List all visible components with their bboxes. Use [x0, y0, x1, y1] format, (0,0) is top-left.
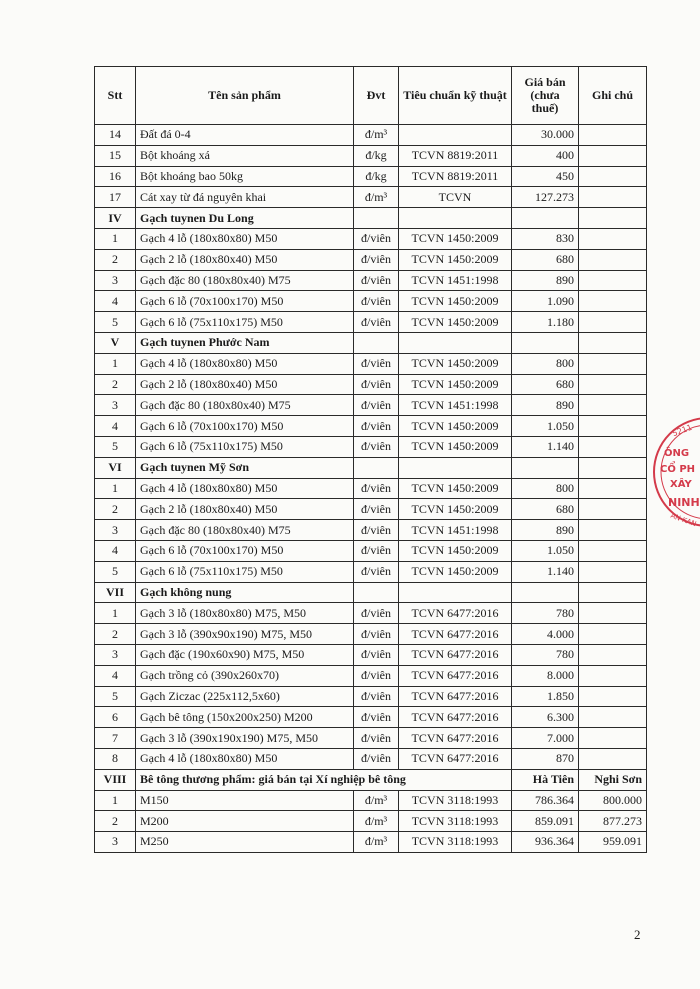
table-row [95, 436, 647, 457]
cell-stt: 1 [95, 353, 136, 374]
cell-stt: 5 [95, 312, 136, 333]
cell-price: 8.000 [512, 665, 579, 686]
cell-unit: đ/viên [354, 707, 399, 728]
cell-price: 127.273 [512, 187, 579, 208]
cell-standard: TCVN 1450:2009 [399, 374, 512, 395]
cell-note [579, 686, 647, 707]
cell-note: 959.091 [579, 832, 647, 853]
cell-standard: TCVN 6477:2016 [399, 624, 512, 645]
table-row [95, 270, 647, 291]
cell-note [579, 395, 647, 416]
cell-price: 1.050 [512, 540, 579, 561]
table-row [95, 166, 647, 187]
cell-unit: đ/m³ [354, 832, 399, 853]
cell-standard: TCVN 6477:2016 [399, 686, 512, 707]
cell-section-name: Gạch tuynen Du Long [136, 208, 354, 229]
cell-stt: 1 [95, 478, 136, 499]
section-row [95, 457, 647, 478]
company-stamp [650, 412, 700, 532]
table-row [95, 291, 647, 312]
cell-standard: TCVN 3118:1993 [399, 811, 512, 832]
table-row [95, 686, 647, 707]
page-number: 2 [634, 927, 641, 942]
cell-stt: VI [95, 457, 136, 478]
cell-note [579, 520, 647, 541]
cell-stt: 3 [95, 644, 136, 665]
stamp-line: 5211 [671, 422, 694, 439]
cell-unit: đ/viên [354, 478, 399, 499]
cell-standard [399, 208, 512, 229]
cell-product-name: M150 [136, 790, 354, 811]
cell-product-name: Gạch 2 lỗ (180x80x40) M50 [136, 499, 354, 520]
table-row [95, 540, 647, 561]
cell-price [512, 208, 579, 229]
cell-stt: 17 [95, 187, 136, 208]
cell-standard: TCVN 6477:2016 [399, 748, 512, 769]
table-row [95, 478, 647, 499]
cell-unit: đ/viên [354, 353, 399, 374]
price-table [94, 66, 647, 853]
cell-product-name: Gạch 4 lỗ (180x80x80) M50 [136, 748, 354, 769]
cell-unit: đ/viên [354, 603, 399, 624]
cell-product-name: Gạch 6 lỗ (75x110x175) M50 [136, 436, 354, 457]
table-row [95, 520, 647, 541]
cell-standard: TCVN 3118:1993 [399, 790, 512, 811]
cell-standard: TCVN 1450:2009 [399, 312, 512, 333]
cell-unit: đ/kg [354, 145, 399, 166]
section-row [95, 332, 647, 353]
cell-standard: TCVN 1450:2009 [399, 561, 512, 582]
cell-unit: đ/viên [354, 540, 399, 561]
cell-price: 859.091 [512, 811, 579, 832]
cell-price: 450 [512, 166, 579, 187]
cell-stt: 3 [95, 395, 136, 416]
cell-section-name: Bê tông thương phẩm: giá bán tại Xí nghiệp bê tông [136, 769, 512, 790]
cell-note [579, 499, 647, 520]
cell-unit: đ/viên [354, 728, 399, 749]
cell-price: 6.300 [512, 707, 579, 728]
table-header-row [95, 67, 647, 125]
cell-standard: TCVN 1450:2009 [399, 416, 512, 437]
cell-unit: đ/kg [354, 166, 399, 187]
cell-product-name: Gạch trồng cỏ (390x260x70) [136, 665, 354, 686]
stamp-line: CỔ PH [660, 464, 696, 475]
cell-unit: đ/viên [354, 395, 399, 416]
table-row [95, 145, 647, 166]
cell-note: 800.000 [579, 790, 647, 811]
section-row [95, 582, 647, 603]
cell-standard: TCVN 1451:1998 [399, 395, 512, 416]
cell-note [579, 187, 647, 208]
cell-standard: TCVN 6477:2016 [399, 707, 512, 728]
cell-standard: TCVN 6477:2016 [399, 728, 512, 749]
table-row [95, 603, 647, 624]
cell-unit: đ/viên [354, 686, 399, 707]
cell-standard: TCVN 1450:2009 [399, 228, 512, 249]
stamp-line: XÂY [670, 479, 692, 490]
cell-standard: TCVN 3118:1993 [399, 832, 512, 853]
cell-price: 1.140 [512, 561, 579, 582]
table-row [95, 811, 647, 832]
stamp-line: NINH [668, 496, 700, 509]
table-row [95, 790, 647, 811]
cell-stt: 1 [95, 228, 136, 249]
cell-note [579, 728, 647, 749]
cell-unit: đ/viên [354, 291, 399, 312]
cell-price: 780 [512, 603, 579, 624]
cell-product-name: Gạch 3 lỗ (180x80x80) M75, M50 [136, 603, 354, 624]
cell-product-name: Gạch 3 lỗ (390x190x190) M75, M50 [136, 728, 354, 749]
cell-standard: TCVN 6477:2016 [399, 644, 512, 665]
cell-note [579, 624, 647, 645]
cell-price: 680 [512, 249, 579, 270]
cell-stt: V [95, 332, 136, 353]
cell-price: 680 [512, 499, 579, 520]
cell-product-name: Gạch đặc 80 (180x80x40) M75 [136, 520, 354, 541]
cell-standard: TCVN 1450:2009 [399, 499, 512, 520]
cell-standard: TCVN 1450:2009 [399, 249, 512, 270]
cell-product-name: Gạch 3 lỗ (390x90x190) M75, M50 [136, 624, 354, 645]
cell-stt: 4 [95, 291, 136, 312]
cell-standard: TCVN 8819:2011 [399, 145, 512, 166]
header-standard: Tiêu chuẩn kỹ thuật [399, 67, 512, 125]
cell-product-name: Gạch bê tông (150x200x250) M200 [136, 707, 354, 728]
cell-note: 877.273 [579, 811, 647, 832]
cell-price: 1.180 [512, 312, 579, 333]
cell-note [579, 312, 647, 333]
section-row [95, 769, 647, 790]
cell-stt: 4 [95, 416, 136, 437]
cell-price: 830 [512, 228, 579, 249]
table-body [95, 125, 647, 853]
cell-price: 1.140 [512, 436, 579, 457]
cell-unit: đ/viên [354, 499, 399, 520]
cell-product-name: M200 [136, 811, 354, 832]
cell-note [579, 707, 647, 728]
cell-standard: TCVN 1451:1998 [399, 520, 512, 541]
cell-stt: 8 [95, 748, 136, 769]
cell-note [579, 582, 647, 603]
cell-product-name: M250 [136, 832, 354, 853]
cell-note: Nghi Sơn [579, 769, 647, 790]
cell-price: 4.000 [512, 624, 579, 645]
cell-unit: đ/viên [354, 644, 399, 665]
cell-note [579, 665, 647, 686]
cell-stt: 7 [95, 728, 136, 749]
cell-note [579, 270, 647, 291]
cell-unit: đ/viên [354, 624, 399, 645]
cell-price: 890 [512, 395, 579, 416]
cell-note [579, 436, 647, 457]
table-row [95, 624, 647, 645]
cell-note [579, 478, 647, 499]
cell-price: 1.850 [512, 686, 579, 707]
section-row [95, 208, 647, 229]
header-note: Ghi chú [579, 67, 647, 125]
cell-standard [399, 125, 512, 146]
cell-standard: TCVN 1450:2009 [399, 353, 512, 374]
cell-note [579, 166, 647, 187]
header-unit: Đvt [354, 67, 399, 125]
table-row [95, 499, 647, 520]
cell-standard: TCVN 1450:2009 [399, 291, 512, 312]
cell-product-name: Bột khoáng bao 50kg [136, 166, 354, 187]
cell-stt: 5 [95, 686, 136, 707]
cell-unit: đ/viên [354, 520, 399, 541]
cell-product-name: Đất đá 0-4 [136, 125, 354, 146]
cell-standard [399, 332, 512, 353]
table-row [95, 374, 647, 395]
cell-stt: 16 [95, 166, 136, 187]
cell-stt: 2 [95, 811, 136, 832]
cell-product-name: Gạch 6 lỗ (70x100x170) M50 [136, 416, 354, 437]
cell-note [579, 228, 647, 249]
cell-note [579, 457, 647, 478]
cell-stt: 2 [95, 499, 136, 520]
cell-unit: đ/viên [354, 561, 399, 582]
table-row [95, 707, 647, 728]
cell-price: 780 [512, 644, 579, 665]
table-row [95, 561, 647, 582]
cell-unit: đ/viên [354, 374, 399, 395]
cell-unit: đ/m³ [354, 187, 399, 208]
cell-product-name: Gạch đặc 80 (180x80x40) M75 [136, 395, 354, 416]
cell-product-name: Gạch 2 lỗ (180x80x40) M50 [136, 374, 354, 395]
cell-price: 30.000 [512, 125, 579, 146]
stamp-line: AN KAN [669, 511, 698, 529]
cell-standard: TCVN 1451:1998 [399, 270, 512, 291]
cell-standard [399, 582, 512, 603]
cell-stt: 15 [95, 145, 136, 166]
table-row [95, 312, 647, 333]
cell-unit: đ/m³ [354, 811, 399, 832]
cell-price [512, 332, 579, 353]
cell-note [579, 416, 647, 437]
header-price: Giá bán (chưa thuế) [512, 67, 579, 125]
table-row [95, 728, 647, 749]
cell-stt: 6 [95, 707, 136, 728]
cell-product-name: Gạch 6 lỗ (70x100x170) M50 [136, 291, 354, 312]
cell-unit: đ/viên [354, 228, 399, 249]
cell-product-name: Gạch 6 lỗ (75x110x175) M50 [136, 312, 354, 333]
cell-standard: TCVN 6477:2016 [399, 603, 512, 624]
cell-unit: đ/m³ [354, 125, 399, 146]
cell-note [579, 603, 647, 624]
cell-unit: đ/m³ [354, 790, 399, 811]
cell-stt: IV [95, 208, 136, 229]
cell-unit: đ/viên [354, 270, 399, 291]
cell-stt: 3 [95, 832, 136, 853]
cell-product-name: Gạch 4 lỗ (180x80x80) M50 [136, 228, 354, 249]
cell-unit: đ/viên [354, 312, 399, 333]
cell-note [579, 644, 647, 665]
cell-note [579, 208, 647, 229]
cell-price: 786.364 [512, 790, 579, 811]
cell-note [579, 249, 647, 270]
cell-stt: 1 [95, 790, 136, 811]
cell-product-name: Gạch Ziczac (225x112,5x60) [136, 686, 354, 707]
cell-price: 936.364 [512, 832, 579, 853]
table-row [95, 395, 647, 416]
cell-standard: TCVN 6477:2016 [399, 665, 512, 686]
cell-price: 890 [512, 270, 579, 291]
cell-product-name: Gạch đặc (190x60x90) M75, M50 [136, 644, 354, 665]
cell-price [512, 457, 579, 478]
cell-price: 1.090 [512, 291, 579, 312]
cell-note [579, 125, 647, 146]
cell-note [579, 748, 647, 769]
cell-note [579, 374, 647, 395]
table-row [95, 748, 647, 769]
cell-price: 870 [512, 748, 579, 769]
header-stt: Stt [95, 67, 136, 125]
cell-price: 1.050 [512, 416, 579, 437]
cell-note [579, 145, 647, 166]
table-row [95, 665, 647, 686]
cell-price: 890 [512, 520, 579, 541]
table-row [95, 125, 647, 146]
cell-note [579, 291, 647, 312]
cell-standard: TCVN [399, 187, 512, 208]
cell-price: 800 [512, 478, 579, 499]
table-row [95, 228, 647, 249]
cell-stt: 4 [95, 540, 136, 561]
cell-unit: đ/viên [354, 665, 399, 686]
cell-product-name: Cát xay từ đá nguyên khai [136, 187, 354, 208]
cell-note [579, 332, 647, 353]
cell-section-name: Gạch không nung [136, 582, 354, 603]
cell-product-name: Gạch 4 lỗ (180x80x80) M50 [136, 353, 354, 374]
cell-price: Hà Tiên [512, 769, 579, 790]
cell-price: 400 [512, 145, 579, 166]
cell-stt: 4 [95, 665, 136, 686]
cell-standard: TCVN 1450:2009 [399, 478, 512, 499]
cell-unit [354, 208, 399, 229]
cell-standard [399, 457, 512, 478]
cell-stt: 3 [95, 520, 136, 541]
cell-unit: đ/viên [354, 416, 399, 437]
cell-standard: TCVN 1450:2009 [399, 436, 512, 457]
cell-stt: VII [95, 582, 136, 603]
header-product-name: Tên sản phẩm [136, 67, 354, 125]
cell-unit [354, 332, 399, 353]
cell-stt: 3 [95, 270, 136, 291]
cell-unit [354, 582, 399, 603]
cell-stt: 5 [95, 561, 136, 582]
cell-stt: 2 [95, 374, 136, 395]
cell-stt: 2 [95, 249, 136, 270]
cell-stt: 2 [95, 624, 136, 645]
cell-note [579, 540, 647, 561]
table-row [95, 249, 647, 270]
stamp-line: ÔNG [664, 448, 690, 459]
cell-unit: đ/viên [354, 436, 399, 457]
cell-unit: đ/viên [354, 249, 399, 270]
cell-standard: TCVN 8819:2011 [399, 166, 512, 187]
cell-price [512, 582, 579, 603]
cell-section-name: Gạch tuynen Phước Nam [136, 332, 354, 353]
table-row [95, 416, 647, 437]
table-row [95, 644, 647, 665]
cell-section-name: Gạch tuynen Mỹ Sơn [136, 457, 354, 478]
table-row [95, 187, 647, 208]
cell-unit [354, 457, 399, 478]
cell-product-name: Gạch 6 lỗ (70x100x170) M50 [136, 540, 354, 561]
cell-price: 7.000 [512, 728, 579, 749]
cell-stt: 14 [95, 125, 136, 146]
cell-product-name: Bột khoáng xá [136, 145, 354, 166]
cell-product-name: Gạch 4 lỗ (180x80x80) M50 [136, 478, 354, 499]
cell-note [579, 561, 647, 582]
table-row [95, 832, 647, 853]
cell-stt: 1 [95, 603, 136, 624]
cell-price: 800 [512, 353, 579, 374]
cell-product-name: Gạch đặc 80 (180x80x40) M75 [136, 270, 354, 291]
cell-stt: 5 [95, 436, 136, 457]
cell-standard: TCVN 1450:2009 [399, 540, 512, 561]
cell-price: 680 [512, 374, 579, 395]
cell-note [579, 353, 647, 374]
cell-unit: đ/viên [354, 748, 399, 769]
cell-product-name: Gạch 6 lỗ (75x110x175) M50 [136, 561, 354, 582]
table-row [95, 353, 647, 374]
cell-product-name: Gạch 2 lỗ (180x80x40) M50 [136, 249, 354, 270]
cell-stt: VIII [95, 769, 136, 790]
